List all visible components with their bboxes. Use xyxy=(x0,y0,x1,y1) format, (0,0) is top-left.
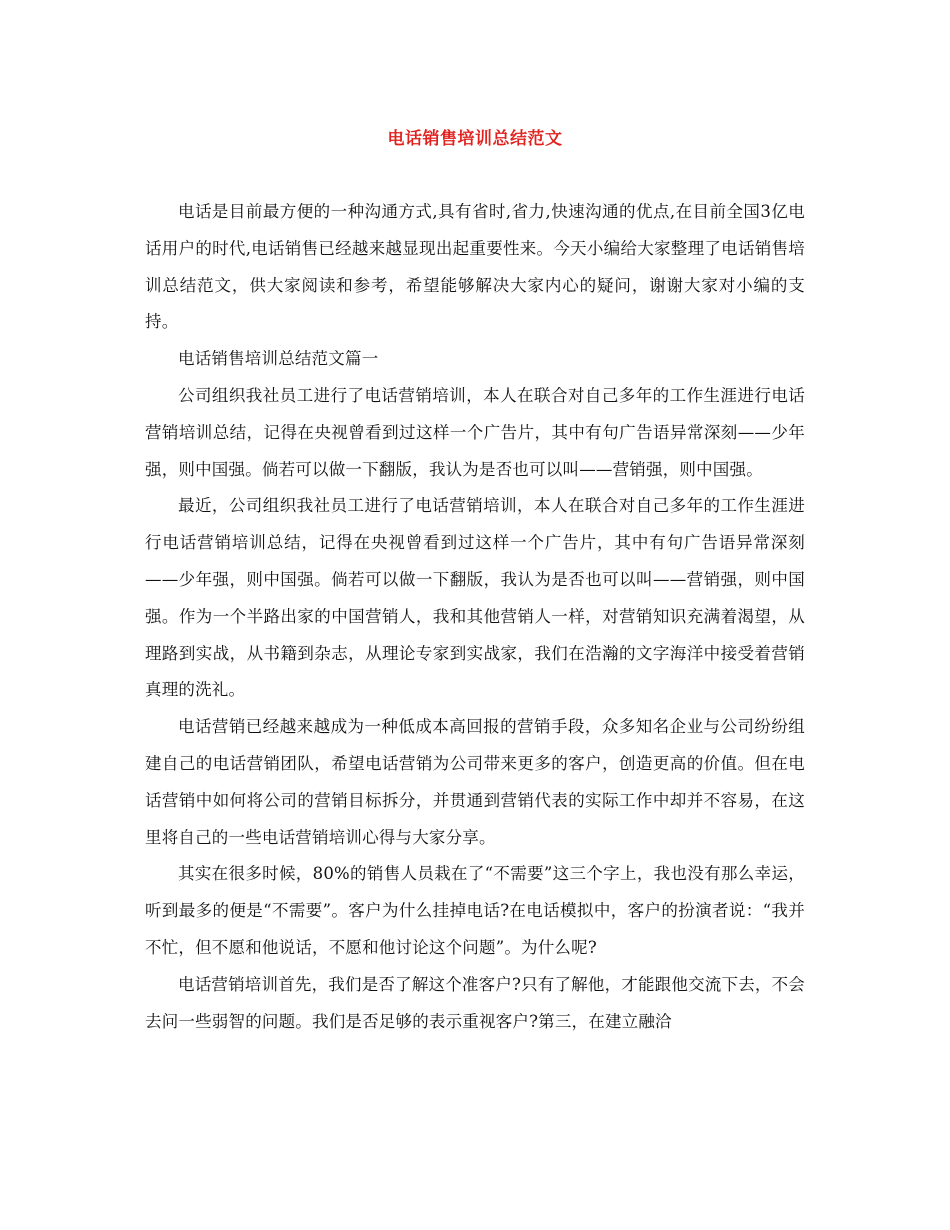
paragraph-intro: 电话是目前最方便的一种沟通方式,具有省时,省力,快速沟通的优点,在目前全国3亿电话用户的时代,电话销售已经越来越显现出起重要性来。今天小编给大家整理了电话销售培训总结范文，供大家阅读和参考，希望能够解决大家内心的疑问，谢谢大家对小编的支持。 xyxy=(145,202,805,332)
paragraph: 电话营销已经越来越成为一种低成本高回报的营销手段，众多知名企业与公司纷纷组建自己的电话营销团队，希望电话营销为公司带来更多的客户，创造更高的价值。但在电话营销中如何将公司的营销目标拆分，并贯通到营销代表的实际工作中却并不容易，在这里将自己的一些电话营销培训心得与大家分享。 xyxy=(145,717,805,847)
paragraph: 电话营销培训首先，我们是否了解这个准客户?只有了解他，才能跟他交流下去，不会去问一些弱智的问题。我们是否足够的表示重视客户?第三，在建立融洽 xyxy=(145,974,805,1031)
document-body xyxy=(145,194,805,1040)
paragraph: 公司组织我社员工进行了电话营销培训，本人在联合对自己多年的工作生涯进行电话营销培训总结，记得在央视曾看到过这样一个广告片，其中有句广告语异常深刻——少年强，则中国强。倘若可以做一下翻版，我认为是否也可以叫——营销强，则中国强。 xyxy=(145,385,805,479)
paragraph: 最近，公司组织我社员工进行了电话营销培训，本人在联合对自己多年的工作生涯进行电话营销培训总结，记得在央视曾看到过这样一个广告片，其中有句广告语异常深刻——少年强，则中国强。倘若可以做一下翻版，我认为是否也可以叫——营销强，则中国强。作为一个半路出家的中国营销人，我和其他营销人一样，对营销知识充满着渴望，从理路到实战，从书籍到杂志，从理论专家到实战家，我们在浩瀚的文字海洋中接受着营销真理的洗礼。 xyxy=(145,496,805,700)
paragraph: 其实在很多时候，80%的销售人员栽在了“不需要”这三个字上，我也没有那么幸运，听到最多的便是“不需要”。客户为什么挂掉电话?在电话模拟中，客户的扮演者说：“我并不忙，但不愿和他说话，不愿和他讨论这个问题”。为什么呢? xyxy=(145,864,805,957)
section-heading: 电话销售培训总结范文篇一 xyxy=(178,349,379,369)
document-title: 电话销售培训总结范文 xyxy=(387,129,563,149)
